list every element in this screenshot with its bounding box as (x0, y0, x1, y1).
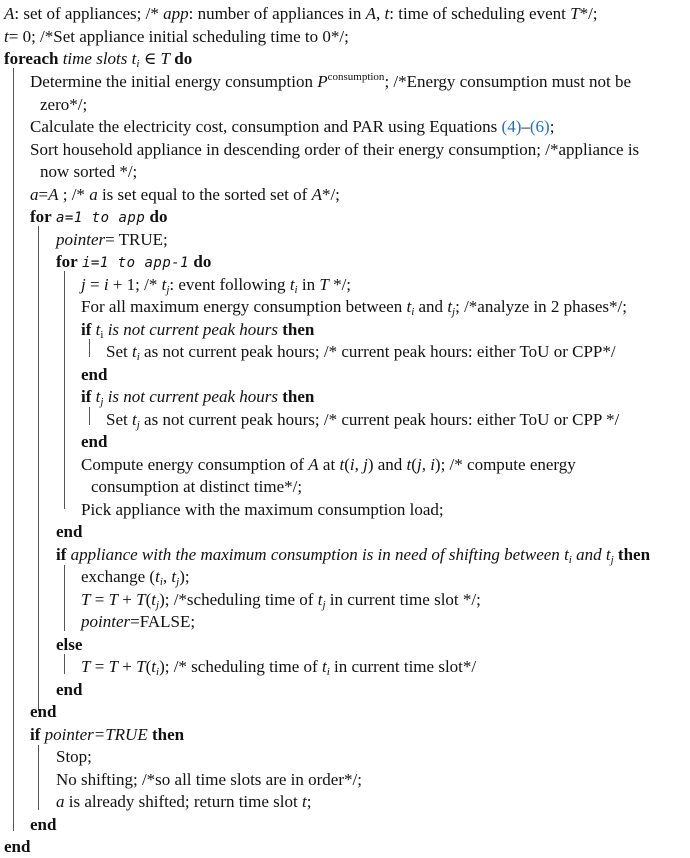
text: + 1; /* (108, 275, 162, 294)
text: : event following (169, 275, 290, 294)
line-compute (81, 454, 576, 476)
line-for-a (30, 206, 167, 228)
text: , (421, 455, 431, 474)
subscript: i (294, 284, 298, 296)
line-if-shift (56, 544, 650, 566)
var-T: T (319, 275, 329, 294)
var-a: a (89, 185, 98, 204)
line-for-all-max (81, 296, 627, 318)
subscript: j (136, 419, 140, 431)
text: as not current peak hours; /* current peak hours: either ToU or CPP */ (139, 410, 620, 429)
text: now sorted */; (40, 162, 138, 181)
subscript: j (610, 554, 614, 566)
text: is already shifted; return time slot (64, 792, 302, 811)
var-j: j (416, 455, 422, 474)
var-t: t (564, 545, 569, 564)
var-T: T (136, 590, 146, 609)
var-t: t (131, 49, 137, 68)
var-a: a (30, 185, 39, 204)
line-set-ti (106, 341, 616, 363)
guide-for-a (38, 226, 39, 711)
line-calculate (30, 116, 554, 138)
var-i: i (349, 455, 355, 474)
text: : time of scheduling event (389, 4, 571, 23)
var-t: t (605, 545, 611, 564)
text: ( (145, 657, 152, 676)
text: Set (106, 342, 132, 361)
var-pointer: pointer (81, 612, 131, 631)
keyword-then: then (282, 320, 315, 339)
text: = (85, 275, 104, 294)
var-t: t (406, 297, 412, 316)
text: */; (321, 185, 340, 204)
equation-ref-4[interactable]: (4) (501, 117, 522, 136)
subscript: j (322, 599, 326, 611)
guide-if-ti (89, 339, 90, 357)
line-if-tj (81, 386, 314, 408)
guide-foreach (13, 68, 14, 831)
subscript: i (136, 351, 140, 363)
var-T: T (570, 4, 580, 23)
var-t: t (4, 27, 9, 46)
text: = (90, 590, 109, 609)
condition: time slots (62, 49, 128, 68)
text: + (118, 657, 137, 676)
line-determine (30, 71, 631, 93)
line-assign-a (30, 184, 340, 206)
var-i: i (103, 275, 109, 294)
line-set-tj (106, 409, 619, 431)
keyword-if: if (81, 387, 92, 406)
text: – (521, 117, 530, 136)
text: in current time slot */; (325, 590, 481, 609)
line-end-if-tj (81, 431, 107, 453)
text: ; /*Energy consumption must not be (384, 72, 632, 91)
text: is set equal to the sorted set of (97, 185, 312, 204)
text: ); /*scheduling time of (159, 590, 318, 609)
subscript: i (136, 58, 140, 70)
line-determine-cont (40, 94, 87, 116)
text: = TRUE; (105, 230, 168, 249)
var-T: T (81, 657, 91, 676)
var-t: t (406, 455, 412, 474)
line-sort (30, 139, 639, 161)
line-T-update-tj (81, 589, 481, 611)
var-app: app (163, 4, 189, 23)
line-pointer-false (81, 611, 195, 633)
text: : set of appliances; /* (14, 4, 164, 23)
var-t: t (95, 320, 101, 339)
var-A: A (308, 455, 319, 474)
keyword-else: else (56, 635, 83, 654)
var-t: t (321, 657, 327, 676)
keyword-if: if (81, 320, 92, 339)
condition: pointer=TRUE (44, 725, 148, 744)
keyword-end: end (4, 837, 31, 856)
text: Calculate the electricity cost, consumption and PAR using Equations (30, 117, 502, 136)
text: ∈ (139, 49, 161, 68)
guide-for-i (64, 271, 65, 509)
text: ); /* scheduling time of (159, 657, 322, 676)
text: and (571, 545, 606, 564)
text: ; /*analyze in 2 phases*/; (455, 297, 627, 316)
text: */; (328, 275, 352, 294)
text: For all maximum energy consumption between (81, 297, 407, 316)
keyword-do: do (149, 207, 168, 226)
var-A: A (365, 4, 377, 23)
text: + (118, 590, 137, 609)
var-t: t (289, 275, 295, 294)
keyword-end: end (56, 680, 83, 699)
line-end-if-pointer (30, 814, 56, 836)
text: ; (549, 117, 555, 136)
var-t: t (151, 657, 156, 676)
keyword-then: then (151, 725, 185, 744)
subscript: i (326, 666, 330, 678)
var-t: t (339, 455, 345, 474)
line-for-i (56, 251, 211, 273)
keyword-for: for (30, 207, 52, 226)
keyword-end: end (30, 815, 57, 834)
var-P: P (317, 72, 328, 91)
var-T: T (136, 657, 146, 676)
keyword-end: end (81, 365, 108, 384)
text: exchange ( (81, 567, 156, 586)
var-A: A (4, 4, 15, 23)
var-T: T (160, 49, 171, 68)
text: ( (344, 455, 350, 474)
keyword-do: do (193, 252, 212, 271)
text: ); (179, 567, 190, 586)
keyword-end: end (30, 702, 57, 721)
condition: is not current peak hours (103, 387, 283, 406)
text: No shifting; /*so all time slots are in order*/; (56, 770, 362, 789)
condition: is not current peak hours (103, 320, 283, 339)
line-end-for-i (56, 521, 82, 543)
text: = (90, 657, 109, 676)
var-t: t (171, 567, 177, 586)
var-j: j (363, 455, 368, 474)
line-end-for-a (30, 701, 56, 723)
text: ) and (367, 455, 407, 474)
keyword-foreach: foreach (4, 49, 59, 68)
var-i: i (430, 455, 435, 474)
text: , (162, 567, 172, 586)
text: consumption at distinct time*/; (91, 477, 303, 496)
condition: appliance with the maximum consumption is in need of shifting between (70, 545, 565, 564)
text: , (376, 4, 385, 23)
subscript: j (156, 599, 160, 611)
text: zero*/; (40, 95, 88, 114)
text: = 0; /*Set appliance initial scheduling time to 0*/; (8, 27, 349, 46)
text: ( (145, 590, 152, 609)
line-end-if-ti (81, 364, 107, 386)
line-pointer-true (56, 229, 168, 251)
text: ); /* compute energy (434, 455, 576, 474)
text: Stop; (56, 747, 92, 766)
subscript: j (452, 306, 456, 318)
line-no-shifting (56, 769, 362, 791)
loop-range: i=1 to app-1 (81, 255, 190, 271)
subscript: j (100, 396, 104, 408)
text: at (318, 455, 340, 474)
line-compute-cont (91, 476, 302, 498)
var-T: T (108, 657, 119, 676)
var-pointer: pointer (56, 230, 106, 249)
text: Determine the initial energy consumption (30, 72, 318, 91)
var-t: t (447, 297, 453, 316)
var-t: t (151, 590, 156, 609)
keyword-end: end (56, 522, 83, 541)
keyword-do: do (174, 49, 193, 68)
line-j-assign (81, 274, 351, 296)
var-a: a (56, 792, 65, 811)
loop-range: a=1 to app (55, 210, 146, 226)
text: ; /* (58, 185, 90, 204)
var-t: t (131, 342, 137, 361)
line-if-ti (81, 319, 314, 341)
text: ( (411, 455, 417, 474)
var-t: t (95, 387, 101, 406)
line-T-update-ti (81, 656, 476, 678)
var-A: A (311, 185, 322, 204)
subscript: i (100, 329, 104, 341)
text: Sort household appliance in descending order of their energy consumption; /*appliance is (30, 140, 640, 159)
text: */; (579, 4, 598, 23)
var-t: t (301, 792, 307, 811)
line-end-if-shift (56, 679, 82, 701)
guide-else (64, 654, 65, 674)
line-exchange (81, 566, 190, 588)
line-stop (56, 746, 92, 768)
text: : number of appliances in (188, 4, 366, 23)
var-T: T (108, 590, 119, 609)
text: , (354, 455, 364, 474)
line-init-t (4, 26, 349, 48)
line-declarations (4, 3, 598, 25)
var-A: A (48, 185, 59, 204)
equation-ref-6[interactable]: (6) (529, 117, 550, 136)
text: Set (106, 410, 132, 429)
text: in (297, 275, 320, 294)
var-t: t (131, 410, 137, 429)
text: and (414, 297, 448, 316)
var-j: j (81, 275, 86, 294)
guide-if-shift (64, 565, 65, 631)
text: Pick appliance with the maximum consumption load; (81, 500, 444, 519)
var-t: t (317, 590, 323, 609)
superscript: consumption (327, 71, 385, 83)
text: =FALSE; (130, 612, 196, 631)
text: as not current peak hours; /* current peak hours: either ToU or CPP*/ (139, 342, 616, 361)
text: in current time slot*/ (329, 657, 477, 676)
var-t: t (384, 4, 390, 23)
line-return (56, 791, 311, 813)
line-foreach (4, 48, 192, 70)
subscript: i (411, 306, 415, 318)
subscript: j (176, 576, 180, 588)
line-sort-cont (40, 161, 137, 183)
guide-if-pointer (38, 745, 39, 810)
text: = (38, 185, 49, 204)
subscript: j (166, 284, 170, 296)
keyword-then: then (617, 545, 651, 564)
line-if-pointer (30, 724, 184, 746)
text: Compute energy consumption of (81, 455, 309, 474)
line-else (56, 634, 82, 656)
var-t: t (155, 567, 160, 586)
keyword-for: for (56, 252, 78, 271)
subscript: i (156, 666, 160, 678)
guide-if-tj (89, 407, 90, 425)
var-t: t (161, 275, 167, 294)
text: ; (306, 792, 312, 811)
keyword-if: if (30, 725, 41, 744)
keyword-end: end (81, 432, 108, 451)
subscript: i (568, 554, 572, 566)
keyword-then: then (282, 387, 315, 406)
subscript: i (159, 576, 163, 588)
line-pick (81, 499, 444, 521)
var-T: T (81, 590, 91, 609)
keyword-if: if (56, 545, 67, 564)
